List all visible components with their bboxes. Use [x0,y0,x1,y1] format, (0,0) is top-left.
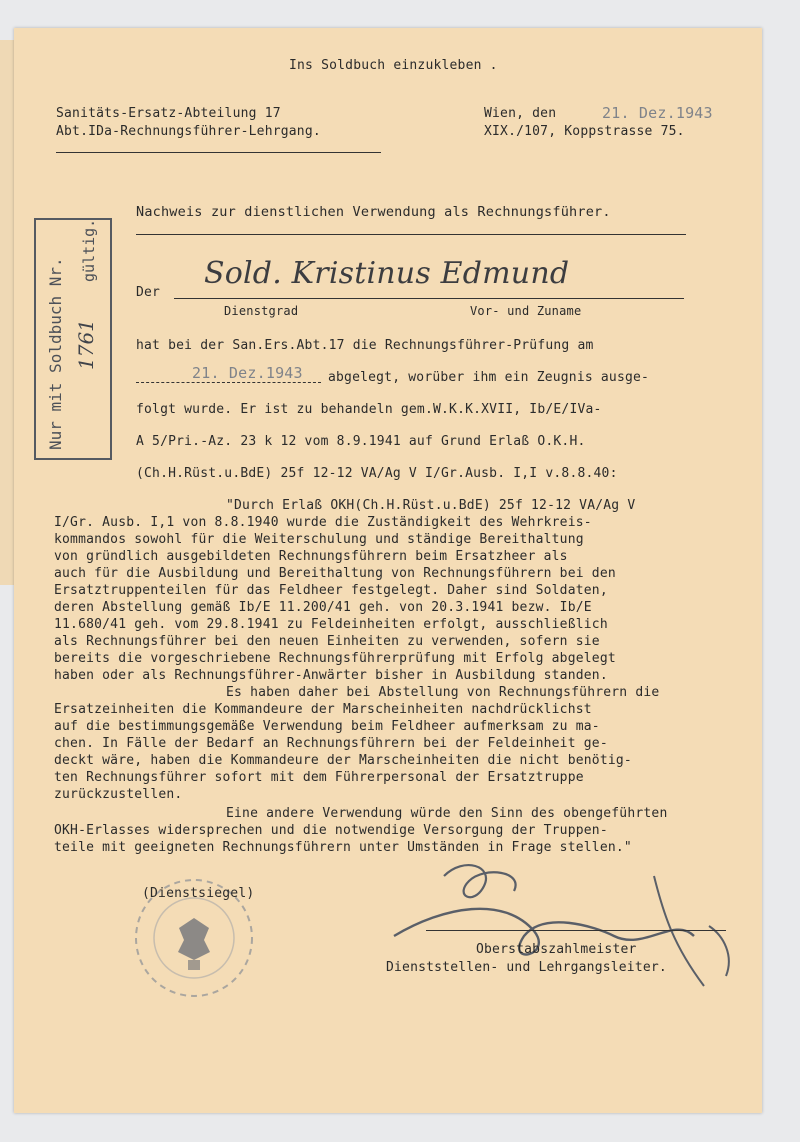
header-rule [56,152,381,153]
quote-line: auch für die Ausbildung und Bereithaltung von Rechnungsführern bei den [54,566,616,581]
signer-role: Dienststellen- und Lehrgangsleiter. [386,960,667,975]
quote-line: kommandos sowohl für die Weiterschulung und ständige Bereithaltung [54,532,584,547]
quote-line: OKH-Erlasses widersprechen und die notwendige Versorgung der Truppen- [54,823,608,838]
document-sheet [14,28,762,1113]
quote-line: deckt wäre, haben die Kommandeure der Marscheinheiten die nicht benötig- [54,753,632,768]
label-rank: Dienstgrad [224,304,299,318]
date-stamp: 21. Dez.1943 [602,104,713,122]
quote-line: bereits die vorgeschriebene Rechnungsführerprüfung mit Erfolg abgelegt [54,651,616,666]
quote-line: haben oder als Rechnungsführer-Anwärter bisher in Ausbildung standen. [54,668,608,683]
quote-line: Ersatztruppenteilen für das Feldheer festgelegt. Daher sind Soldaten, [54,583,608,598]
title-rule [136,234,686,235]
quote-line: deren Abstellung gemäß Ib/E 11.200/41 geh. von 20.3.1941 bezw. Ib/E [54,600,592,615]
soldbuch-number: 1761 [74,319,98,370]
quote-line: Ersatzeinheiten die Kommandeure der Marscheinheiten nachdrücklichst [54,702,592,717]
document-title: Nachweis zur dienstlichen Verwendung als Rechnungsführer. [136,204,611,220]
soldbuch-stamp-box [34,218,112,460]
quote-line: teile mit geeigneten Rechnungsführern unter Umständen in Frage stellen." [54,840,632,855]
signer-title: Oberstabszahlmeister [476,942,637,957]
quote-line: Eine andere Verwendung würde den Sinn des obengeführten [226,806,668,821]
body-line-5: (Ch.H.Rüst.u.BdE) 25f 12-12 VA/Ag V I/Gr.Ausb. I,I v.8.8.40: [136,466,618,481]
handwritten-name: Sold. Kristinus Edmund [204,256,570,291]
body-line-3: folgt wurde. Er ist zu behandeln gem.W.K.K.XVII, Ib/E/IVa- [136,402,602,417]
name-rule [174,298,684,299]
body-line-1: hat bei der San.Ers.Abt.17 die Rechnungsführer-Prüfung am [136,338,594,353]
seal-label: (Dienstsiegel) [142,886,255,901]
place-prefix: Wien, den [484,106,557,121]
soldbuch-stamp-text: Nur mit Soldbuch Nr. [46,257,65,450]
quote-line: zurückzustellen. [54,787,183,802]
top-note: Ins Soldbuch einzukleben . [289,58,498,73]
unit-line-2: Abt.IDa-Rechnungsführer-Lehrgang. [56,124,321,139]
address: XIX./107, Koppstrasse 75. [484,124,685,139]
exam-date-rule [136,382,321,383]
quote-line: von gründlich ausgebildeten Rechnungsführern beim Ersatzheer als [54,549,568,564]
quote-line: als Rechnungsführer bei den neuen Einheiten zu verwenden, sofern sie [54,634,600,649]
unit-line-1: Sanitäts-Ersatz-Abteilung 17 [56,106,281,121]
quote-line: I/Gr. Ausb. I,1 von 8.8.1940 wurde die Zuständigkeit des Wehrkreis- [54,515,592,530]
exam-date-stamp: 21. Dez.1943 [192,364,303,382]
quote-line: "Durch Erlaß OKH(Ch.H.Rüst.u.BdE) 25f 12-12 VA/Ag V [226,498,636,513]
signature-rule [426,930,726,931]
name-prefix: Der [136,285,161,300]
underlying-page-edge [0,40,15,585]
body-line-2: abgelegt, worüber ihm ein Zeugnis ausge- [328,370,650,385]
body-line-4: A 5/Pri.-Az. 23 k 12 vom 8.9.1941 auf Grund Erlaß O.K.H. [136,434,586,449]
quote-line: auf die bestimmungsgemäße Verwendung beim Feldheer aufmerksam zu ma- [54,719,600,734]
handwritten-signature-icon [354,836,754,1006]
quote-line: ten Rechnungsführer sofort mit dem Führerpersonal der Ersatztruppe [54,770,584,785]
quote-line: chen. In Fälle der Bedarf an Rechnungsführern bei der Feldeinheit ge- [54,736,608,751]
quote-line: 11.680/41 geh. vom 29.8.1941 zu Feldeinheiten erfolgt, ausschließlich [54,617,608,632]
soldbuch-stamp-end: gültig. [80,218,98,282]
quote-line: Es haben daher bei Abstellung von Rechnungsführern die [226,685,660,700]
label-name: Vor- und Zuname [470,304,582,318]
